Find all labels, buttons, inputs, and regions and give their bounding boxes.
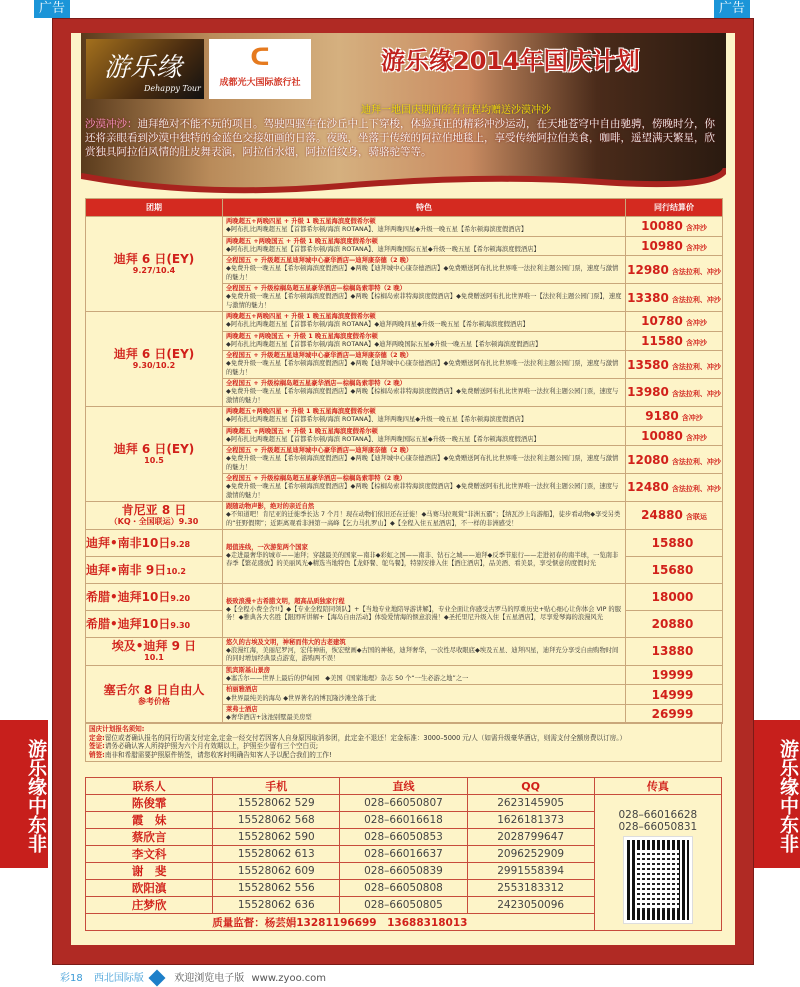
contact-name: 谢 斐 (86, 863, 213, 880)
feature-title: 全程国五 + 升级棕榈岛超五星豪华酒店—棕榈岛索菲特（2 晚） (226, 285, 406, 293)
feature-title: 两晚超五+两晚四星 + 升级 1 晚五星海滨度假希尔顿 (226, 407, 376, 415)
header-dates: 团期 (86, 199, 223, 217)
contact-header: 联系人 (86, 778, 213, 795)
tour-row (86, 637, 723, 665)
tour-row (86, 311, 723, 331)
contact-table (85, 777, 722, 931)
feature-desc: ◆走进最奢华的城市——迪拜；穿越最美的国家—南非◆彩虹之国——南非、钻石之城——迪拜◆反季节旅行——走进初春的南半球，一览南非春季【繁花盛放】的美丽风光◆精选当地特色【龙虾餐、鸵鸟餐】，特别安排入住【酒庄酒店】，品美酒、看美景，享受惬意的度假时光 (226, 552, 619, 568)
feature-desc: ◆免费升级一晚五星【希尔顿海滨度假酒店】◆两晚【棕榈岛索菲特海滨度假酒店】◆免费赠送阿布扎比世界唯一法拉利主题公园门票，速度与激情的魅力！ (226, 388, 619, 404)
tour-price (626, 637, 723, 665)
feature-title: 极致浪漫+古希腊文明，超高品质独家行程 (226, 597, 345, 605)
tour-name: 埃及•迪拜 9 日 (111, 639, 197, 654)
ad-tag-left: 广告 (34, 0, 70, 18)
mobile-number: 15528062 529 (213, 795, 340, 812)
feature-desc: ◆浪漫红海，美丽尼罗河，宏伟神庙，恢宏壁画◆古国的神秘，迪拜奢华，一次性尽收眼底◆埃及五星、迪拜四星，迪拜充分享受自由购物时间的同时增加经典景点游览，游购两不误！ (226, 647, 619, 663)
price-note: 含联运 (685, 513, 707, 522)
tour-group-label (86, 665, 223, 724)
direct-line: 028–66050808 (340, 880, 467, 897)
price-note: 含法拉利、冲沙 (671, 295, 721, 304)
feature-title: 两晚超五 +两晚国五 + 升级 1 晚五星海滨度假希尔顿 (226, 427, 378, 435)
tour-name: 希腊•迪拜10日 (86, 616, 171, 631)
price-value: 12980 (627, 262, 669, 277)
feature-desc: ◆免费升级一晚五星【希尔顿海滨度假酒店】◆两晚【棕榈岛索菲特海滨度假酒店】◆免费赠送阿布扎比世界唯一【法拉利主题公园门票】，速度与激情的魅力！ (226, 293, 622, 309)
tour-features (223, 446, 626, 474)
price-note: 含冲沙 (685, 224, 707, 233)
tour-price (626, 426, 723, 446)
tour-date: 9.20 (170, 593, 191, 603)
tour-price (626, 379, 723, 407)
note-label: 销签: (89, 750, 105, 759)
price-note: 含冲沙 (681, 414, 703, 423)
price-value: 10080 (641, 219, 683, 234)
qq-number: 2991558394 (467, 863, 594, 880)
feature-desc: ◆阿布扎比两晚超五星【首都希尔顿/海滨 ROTANA】、迪拜两晚国际五星◆升级一晚五星【希尔顿海滨度假酒店】 (226, 435, 540, 443)
feature-desc: ◆塞舌尔——世界上最后的伊甸园 ◆美国《国家地理》杂志 50 个“一生必游之地”之一 (226, 674, 469, 682)
tour-price (626, 583, 723, 610)
price-value: 14999 (651, 687, 694, 702)
logo-youleyuan (86, 39, 204, 99)
tour-features (223, 583, 626, 637)
header-features: 特色 (223, 199, 626, 217)
feature-title: 凯宾斯基山景房 (226, 666, 271, 674)
contact-header: QQ (467, 778, 594, 795)
feature-desc: ◆世界最纯美的海岛 ◆世界著名的博瓦隆沙滩坐落于此 (226, 694, 377, 702)
mobile-number: 15528062 556 (213, 880, 340, 897)
qq-number: 2553183312 (467, 880, 594, 897)
tour-price (626, 501, 723, 529)
qr-code-icon[interactable] (624, 837, 692, 923)
tour-features (223, 474, 626, 502)
feature-title: 悠久的古埃及文明，神秘而伟大的古老建筑 (226, 638, 346, 646)
price-note: 含冲沙 (685, 243, 707, 252)
mobile-number: 15528062 609 (213, 863, 340, 880)
price-value: 12480 (627, 480, 669, 495)
qq-number: 2423050096 (467, 897, 594, 914)
contact-header: 传真 (594, 778, 721, 795)
price-value: 13880 (651, 644, 694, 659)
banner (81, 33, 726, 198)
contact-name: 李文科 (86, 846, 213, 863)
tour-date: 10.1 (144, 653, 164, 663)
tour-price (626, 685, 723, 705)
contact-name: 霞 妹 (86, 812, 213, 829)
qq-number: 2623145905 (467, 795, 594, 812)
tour-price (626, 331, 723, 351)
tour-row (86, 529, 723, 556)
price-note: 含法拉利、冲沙 (671, 457, 721, 466)
description-text: 迪拜绝对不能不玩的项目。驾驶四驱车在沙丘中上下穿梭，体验真正的精彩冲沙运动，在天地苍穹中自由驰骋，傍晚时分，你还将亲眼看到沙漠中独特的金蓝色交接如画的日落。夜晚，坐落于传统的阿拉伯地毯上，享受传统阿拉伯美食，咖啡，遥望满天繁星，欣赏独具阿拉伯风情的肚皮舞表演，阿拉伯水烟，阿拉伯纹身，骑骆驼等等。 (85, 118, 715, 158)
tour-date: 9.30 (170, 620, 191, 630)
tour-price (626, 406, 723, 426)
contact-header: 直线 (340, 778, 467, 795)
feature-desc: ◆奢华酒店+泳池别墅最美房型 (226, 714, 312, 722)
feature-title: 全程国五 + 升级超五星迪拜城中心豪华酒店—迪拜康奈德（2 晚） (226, 257, 413, 265)
price-value: 24880 (641, 508, 683, 523)
feature-title: 全程国五 + 升级超五星迪拜城中心豪华酒店—迪拜康奈德（2 晚） (226, 447, 413, 455)
qq-number: 1626181373 (467, 812, 594, 829)
price-value: 9180 (645, 409, 679, 424)
feature-desc: ◆阿布扎比两晚超五星【首都希尔顿/海滨 ROTANA】◆迪拜两晚四星◆升级一晚五星【希尔顿海滨度假酒店】 (226, 321, 529, 329)
mobile-number: 15528062 613 (213, 846, 340, 863)
price-value: 15880 (651, 535, 694, 550)
contact-row (86, 795, 722, 812)
feature-desc: ◆不知道吧！肯尼亚的迁徙季长达 7 个月！现在动物们依旧还在迁徙！◆马赛马拉观赏“非洲五霸”；【纳瓦沙上岛游船】，徒步看动物◆享受另类的“狂野假期”；近距离观看非洲第一高峰【乞力马扎罗山】◆【全程入住五星酒店】，不一样的非洲感受！ (226, 511, 621, 527)
price-note: 含法拉利、冲沙 (671, 390, 721, 399)
website-link[interactable]: www.zyoo.com (251, 973, 327, 984)
tour-price (626, 256, 723, 284)
tour-features (223, 501, 626, 529)
price-value: 10780 (641, 314, 683, 329)
tour-name: 迪拜•南非10日 (86, 535, 171, 550)
tour-features (223, 637, 626, 665)
tour-row (86, 583, 723, 610)
direct-line: 028–66016637 (340, 846, 467, 863)
price-value: 12080 (627, 452, 669, 467)
tour-date: 9.28 (170, 539, 191, 549)
direct-line: 028–66050839 (340, 863, 467, 880)
tour-features (223, 351, 626, 379)
mobile-number: 15528062 636 (213, 897, 340, 914)
badge-diamond-icon (149, 970, 166, 987)
price-note: 含冲沙 (685, 338, 707, 347)
tour-features (223, 331, 626, 351)
price-value: 19999 (651, 667, 694, 682)
ad-frame (52, 18, 754, 965)
note-text: 留位或者确认报名的同行均需支付定金,定金一经交付若因客人自身原因取消参团，此定金不退还！定金标准：3000–5000 元/人（如需升级豪华酒店，则需支付全额房费以订房。） (104, 733, 627, 742)
tour-group-label (86, 556, 223, 583)
price-note: 含法拉利、冲沙 (671, 267, 721, 276)
tour-price (626, 311, 723, 331)
feature-title: 柏丽雅酒店 (226, 686, 258, 694)
tour-features (223, 236, 626, 256)
tour-date: （KQ・全国联运）9.30 (109, 517, 199, 527)
tour-features (223, 217, 626, 237)
tour-price (626, 610, 723, 637)
feature-desc: ◆免费升级一晚五星【希尔顿海滨度假酒店】◆两晚【棕榈岛索菲特海滨度假酒店】◆免费赠送阿布扎比世界唯一法拉利主题公园门票，速度与激情的魅力！ (226, 483, 619, 499)
tour-date: 9.27/10.4 (132, 265, 176, 275)
feature-title: 两晚超五+两晚四星 + 升级 1 晚五星海滨度假希尔顿 (226, 312, 376, 320)
note-text: 请务必确认客人所持护照为六个月有效期以上，护照至少留有三个空白页; (104, 742, 319, 751)
banner-subtitle: 迪拜一地国庆期间所有行程均赠送沙漠冲沙 (361, 105, 551, 116)
tour-features (223, 406, 626, 426)
feature-desc: ◆阿布扎比两晚超五星【首都希尔顿/海滨 ROTANA】◆迪拜两晚国际五星◆升级一晚五星【希尔顿海滨度假酒店】 (226, 340, 542, 348)
contact-name: 陈俊霏 (86, 795, 213, 812)
tour-date: 10.5 (144, 455, 164, 465)
price-value: 11580 (641, 333, 683, 348)
mobile-number: 15528062 568 (213, 812, 340, 829)
qq-number: 2028799647 (467, 829, 594, 846)
price-note: 含法拉利、冲沙 (671, 485, 721, 494)
feature-desc: ◆阿布扎比两晚超五星【首都希尔顿/海滨 ROTANA】、迪拜两晚四星◆升级一晚五星【希尔顿海滨度假酒店】 (226, 226, 528, 234)
tour-date: 参考价格 (138, 696, 170, 706)
side-label-left: 游乐缘中东非 (0, 720, 48, 868)
tour-row (86, 217, 723, 237)
feature-desc: ◆【全程小费全含!!】◆【专业全程陪同领队】+【当地专业地陪导游讲解】，专业全面让你感受古罗马的厚重历史+贴心细心让你体会 VIP 的服务！◆雅典各大名胜【跟团听讲解+【海岛自由活动】体验爱情海的惬意浪漫！◆圣托里尼升级入住【五星酒店】，尽享爱琴海的浪漫风光 (226, 606, 622, 622)
tour-row (86, 406, 723, 426)
feature-title: 两晚超五 +两晚国五 + 升级 1 晚五星海滨度假希尔顿 (226, 332, 378, 340)
price-value: 18000 (651, 589, 694, 604)
direct-line: 028–66050805 (340, 897, 467, 914)
note-label: 签证: (89, 742, 105, 751)
note-label: 定金: (89, 733, 105, 742)
tour-features (223, 311, 626, 331)
feature-title: 全程国五 + 升级超五星迪拜城中心豪华酒店—迪拜康奈德（2 晚） (226, 352, 413, 360)
page-footer (60, 969, 326, 984)
fax-number: 028–66050831 (618, 821, 698, 833)
agency-name: 成都光大国际旅行社 (219, 78, 301, 88)
tour-name: 迪拜•南非 9日 (86, 562, 167, 577)
tour-price (626, 236, 723, 256)
agency-logo-icon: ᑕ (250, 43, 270, 71)
tour-group-label (86, 529, 223, 556)
price-value: 13380 (627, 290, 669, 305)
tour-name: 迪拜 6 日(EY) (113, 251, 195, 266)
feature-desc: ◆免费升级一晚五星【希尔顿海滨度假酒店】◆两晚【迪拜城中心康奈德酒店】◆免费赠送阿布扎比世界唯一法拉利主题公园门票，速度与激情的魅力！ (226, 455, 619, 471)
tour-price (626, 217, 723, 237)
logo-subtext: Dehappy Tour (144, 84, 201, 93)
direct-line: 028–66016618 (340, 812, 467, 829)
price-value: 26999 (651, 707, 694, 722)
tour-features (223, 665, 626, 685)
direct-line: 028–66050853 (340, 829, 467, 846)
tour-group-label (86, 610, 223, 637)
price-note: 含冲沙 (685, 319, 707, 328)
tour-features (223, 284, 626, 312)
direct-line: 028–66050807 (340, 795, 467, 812)
price-value: 10080 (641, 428, 683, 443)
tour-price (626, 446, 723, 474)
tour-price (626, 556, 723, 583)
fax-number: 028–66016628 (618, 809, 698, 821)
price-note: 含冲沙 (685, 433, 707, 442)
tour-date: 10.2 (166, 566, 186, 576)
logo-travel-agency (209, 39, 311, 99)
header-price: 同行结算价 (626, 199, 723, 217)
note-item (89, 734, 718, 743)
feature-title: 全程国五 + 升级棕榈岛超五星豪华酒店—棕榈岛索菲特（2 晚） (226, 475, 406, 483)
description-label: 沙漠冲沙： (85, 118, 138, 130)
feature-desc: ◆阿布扎比两晚超五星【首都希尔顿/海滨 ROTANA】、迪拜两晚四星◆升级一晚五星【希尔顿海滨度假酒店】 (226, 416, 528, 424)
tour-plan-table (85, 198, 723, 724)
tour-price (626, 665, 723, 685)
tour-group-label (86, 583, 223, 610)
booking-notes (85, 722, 722, 762)
feature-title: 超值连线，一次游览两个国家 (226, 543, 308, 551)
feature-title: 全程国五 + 升级棕榈岛超五星豪华酒店—棕榈岛索菲特（2 晚） (226, 380, 406, 388)
tour-features (223, 685, 626, 705)
tour-features (223, 426, 626, 446)
tour-price (626, 351, 723, 379)
tour-price (626, 529, 723, 556)
feature-title: 莱弗士酒店 (226, 705, 258, 713)
tour-name: 希腊•迪拜10日 (86, 589, 171, 604)
tour-group-label (86, 501, 223, 529)
mobile-number: 15528062 590 (213, 829, 340, 846)
side-label-right: 游乐缘中东非 (752, 720, 800, 868)
contact-name: 欧阳滇 (86, 880, 213, 897)
price-value: 15680 (651, 562, 694, 577)
tour-row (86, 665, 723, 685)
quality-supervisor: 质量监督：杨芸娟13281196699 13688318013 (86, 914, 595, 931)
feature-title: 跟随动物声影，绝对的亲近自然 (226, 502, 315, 510)
note-item (89, 751, 718, 760)
page-number: 彩18 (60, 973, 83, 984)
tour-name: 塞舌尔 8 日自由人 (103, 682, 205, 697)
price-value: 13980 (627, 385, 669, 400)
contact-header: 手机 (213, 778, 340, 795)
tour-row (86, 501, 723, 529)
tour-features (223, 256, 626, 284)
notes-heading: 国庆计划报名须知: (89, 725, 145, 733)
price-value: 20880 (651, 616, 694, 631)
qq-number: 2096252909 (467, 846, 594, 863)
welcome-text: 欢迎浏览电子版 (174, 973, 245, 984)
tour-group-label (86, 217, 223, 312)
ad-tag-right: 广告 (714, 0, 750, 18)
note-item (89, 742, 718, 751)
edition-name: 西北国际版 (93, 973, 144, 984)
contact-name: 庄梦欣 (86, 897, 213, 914)
tour-price (626, 284, 723, 312)
banner-title: 游乐缘2014年国庆计划 (381, 47, 640, 75)
contact-name: 蔡欣言 (86, 829, 213, 846)
feature-desc: ◆免费升级一晚五星【希尔顿海滨度假酒店】◆两晚【迪拜城中心康奈德酒店】◆免费赠送阿布扎比世界唯一法拉利主题公园门票，速度与激情的魅力！ (226, 360, 619, 376)
ad-content (71, 33, 735, 945)
price-value: 13580 (627, 357, 669, 372)
tour-features (223, 379, 626, 407)
feature-title: 两晚超五+两晚四星 + 升级 1 晚五星海滨度假希尔顿 (226, 218, 376, 225)
fax-cell (594, 795, 721, 931)
tour-date: 9.30/10.2 (132, 360, 176, 370)
tour-group-label (86, 406, 223, 501)
price-value: 10980 (641, 238, 683, 253)
feature-desc: ◆阿布扎比两晚超五星【首都希尔顿/海滨 ROTANA】、迪拜两晚国际五星◆升级一晚五星【希尔顿海滨度假酒店】 (226, 245, 540, 253)
price-note: 含法拉利、冲沙 (671, 362, 721, 371)
note-text: 南非和希腊需要护照原件销签，请您收客时明确告知客人予以配合我们的工作! (104, 750, 332, 759)
logo-text: 游乐缘 (104, 53, 183, 83)
tour-name: 肯尼亚 8 日 (121, 503, 187, 518)
feature-title: 两晚超五 +两晚国五 + 升级 1 晚五星海滨度假希尔顿 (226, 237, 378, 245)
tour-group-label (86, 311, 223, 406)
tour-name: 迪拜 6 日(EY) (113, 346, 195, 361)
feature-desc: ◆免费升级一晚五星【希尔顿海滨度假酒店】◆两晚【迪拜城中心康奈德酒店】◆免费赠送阿布扎比世界唯一法拉利主题公园门票，速度与激情的魅力！ (226, 265, 619, 281)
tour-features (223, 529, 626, 583)
wave-decoration (81, 168, 726, 198)
banner-description (85, 117, 725, 159)
tour-name: 迪拜 6 日(EY) (113, 441, 195, 456)
tour-price (626, 474, 723, 502)
tour-group-label (86, 637, 223, 665)
